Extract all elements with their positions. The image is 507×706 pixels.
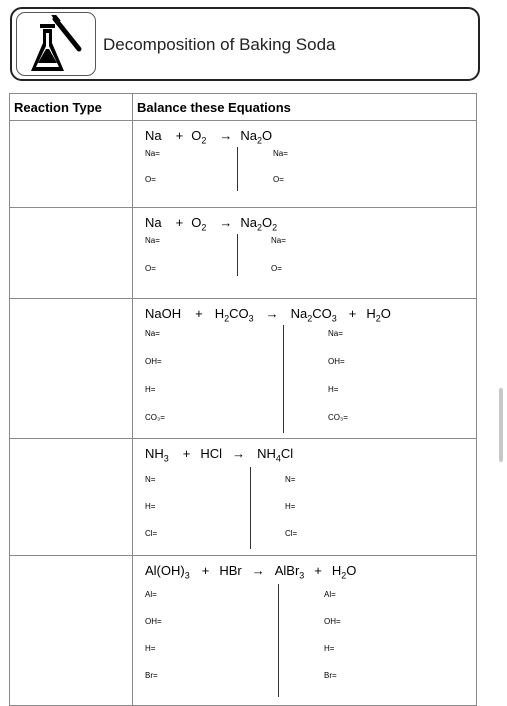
equation-term: → xyxy=(232,446,246,461)
equation-term: + xyxy=(175,215,184,230)
equation-cell xyxy=(133,121,477,208)
equation-term: Na xyxy=(145,128,162,143)
equation-term: $Al(OH)_3$ xyxy=(145,563,190,581)
equation-term: NaOH xyxy=(145,306,182,321)
worksheet-header xyxy=(10,7,480,81)
equation-term: → xyxy=(219,215,233,230)
left-atom-count-label: O= xyxy=(145,264,156,273)
right-atom-count-label: H= xyxy=(285,502,296,511)
left-atom-count-label: H= xyxy=(145,385,156,394)
equation-row xyxy=(10,299,477,439)
equation-term: → xyxy=(251,563,265,578)
equation-term: $H_2CO_3$ xyxy=(214,306,254,324)
right-atom-count-label: OH= xyxy=(324,617,341,626)
equation-term: $Na_2O_2$ xyxy=(240,215,278,233)
left-atom-count-label: Na= xyxy=(145,149,160,158)
balance-header: Balance these Equations xyxy=(133,94,477,121)
divider-line xyxy=(237,234,238,276)
equation-term: Na xyxy=(145,215,162,230)
reaction-type-cell[interactable] xyxy=(10,439,133,556)
equation-term: HBr xyxy=(219,563,242,578)
equation-term: $NH_3$ xyxy=(145,446,169,464)
equation-term: $O_2$ xyxy=(191,215,207,233)
equation-cell xyxy=(133,208,477,299)
left-atom-count-label: Br= xyxy=(145,671,158,680)
equation-term: → xyxy=(219,128,233,143)
right-atom-count-label: Na= xyxy=(328,329,343,338)
reaction-type-cell[interactable] xyxy=(10,556,133,706)
equation-term: + xyxy=(314,563,322,578)
equation-cell xyxy=(133,299,477,439)
left-atom-count-label: H= xyxy=(145,644,156,653)
left-atom-count-label: CO₃= xyxy=(145,413,165,422)
right-atom-count-label: N= xyxy=(285,475,296,484)
right-atom-count-label: O= xyxy=(273,175,284,184)
equation-term: $H_2O$ xyxy=(366,306,391,324)
equation-term: + xyxy=(182,446,191,461)
equation-cell xyxy=(133,556,477,706)
divider-line xyxy=(250,467,251,549)
right-atom-count-label: H= xyxy=(324,644,335,653)
equation-cell xyxy=(133,439,477,556)
divider-line xyxy=(283,325,284,433)
worksheet-title: Decomposition of Baking Soda xyxy=(103,35,336,54)
equation-row xyxy=(10,439,477,556)
left-atom-count-label: Al= xyxy=(145,590,157,599)
left-atom-count-label: O= xyxy=(145,175,156,184)
equations-table xyxy=(9,93,477,706)
equation-term: $Na_2O$ xyxy=(240,128,273,146)
divider-line xyxy=(278,584,279,697)
right-atom-count-label: CO₃= xyxy=(328,413,348,422)
chemical-equation xyxy=(145,446,305,464)
scrollbar-thumb[interactable] xyxy=(499,388,503,462)
left-atom-count-label: Na= xyxy=(145,236,160,245)
equation-term: $O_2$ xyxy=(191,128,207,146)
reaction-type-cell[interactable] xyxy=(10,121,133,208)
right-atom-count-label: OH= xyxy=(328,357,345,366)
right-atom-count-label: Na= xyxy=(273,149,288,158)
left-atom-count-label: H= xyxy=(145,502,156,511)
right-atom-count-label: H= xyxy=(328,385,339,394)
chemical-equation xyxy=(145,215,297,233)
equation-row xyxy=(10,121,477,208)
reaction-type-header: Reaction Type xyxy=(10,94,133,121)
equation-term: → xyxy=(265,306,279,321)
equation-term: $H_2O$ xyxy=(331,563,357,581)
reaction-type-cell[interactable] xyxy=(10,299,133,439)
equation-term: + xyxy=(201,563,210,578)
right-atom-count-label: Al= xyxy=(324,590,336,599)
table-header-row xyxy=(10,94,477,121)
equation-row xyxy=(10,208,477,299)
left-atom-count-label: N= xyxy=(145,475,156,484)
chemical-equation xyxy=(145,306,401,324)
equation-term: $NH_4Cl$ xyxy=(257,446,294,464)
left-atom-count-label: Na= xyxy=(145,329,160,338)
equation-term: $Na_2CO_3$ xyxy=(290,306,337,324)
right-atom-count-label: O= xyxy=(271,264,282,273)
left-atom-count-label: Cl= xyxy=(145,529,158,538)
logo-box xyxy=(16,12,96,76)
equation-term: + xyxy=(195,306,203,321)
equation-row xyxy=(10,556,477,706)
flask-icon xyxy=(25,15,87,73)
equation-term: + xyxy=(348,306,357,321)
right-atom-count-label: Br= xyxy=(324,671,337,680)
right-atom-count-label: Cl= xyxy=(285,529,298,538)
chemical-equation xyxy=(145,128,292,146)
left-atom-count-label: OH= xyxy=(145,357,162,366)
equation-term: HCl xyxy=(200,446,223,461)
equation-term: + xyxy=(175,128,184,143)
chemical-equation xyxy=(145,563,366,581)
right-atom-count-label: Na= xyxy=(271,236,286,245)
reaction-type-cell[interactable] xyxy=(10,208,133,299)
left-atom-count-label: OH= xyxy=(145,617,162,626)
equation-term: AlBr$_3$ xyxy=(274,563,305,581)
divider-line xyxy=(237,147,238,191)
